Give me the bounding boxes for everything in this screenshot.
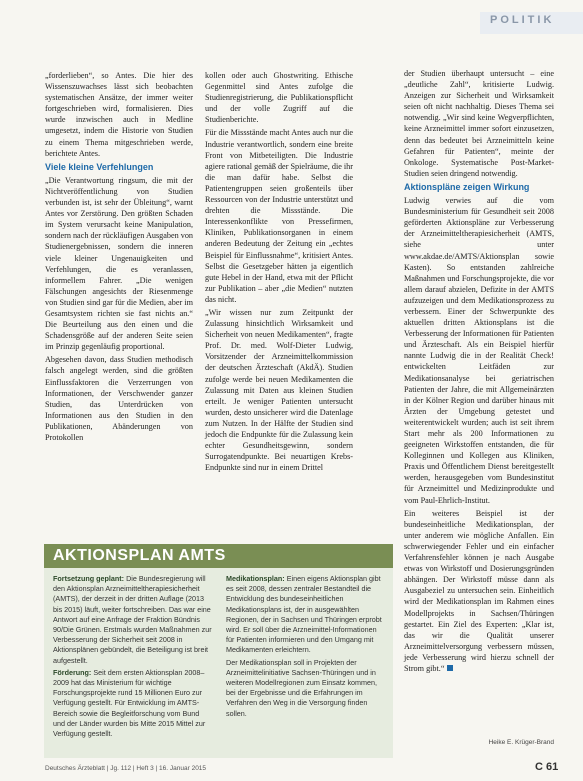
- paragraph: Für die Missstände macht Antes auch nur die Industrie verantwortlich, sondern eine breite Front von Mitbeteiligten. Die Industrie agiere rational gemäß der Spielräume, die ihr die man dafür habe. Selbst die Patientengruppen seien großenteils über Ressourcen von der Industrie unterstützt und drehten die Missstände. Die Interessenkonflikte von Pressefirmen, Kliniken, Publikationsorganen in einem anderen Bedeutung der Zeitung ein „echtes Beispiel für Einflussnahme“, kritisiert Antes. Selbst die Gesetzgeber hätten ja eigentlich gute Hebel in der Hand, etwa mit der Pflicht zur Publikation – aber „die Medien“ nutzten das nicht.: [205, 128, 353, 304]
- info-box-column-1: [53, 574, 213, 741]
- info-box-text: Einen eigens Aktionsplan gibt es seit 2008, dessen zentraler Bestandteil die Entwicklung des bundeseinheitlichen Medikationsplans ist, der in ausgewählten Regionen, der in Sachsen und Thüringen erprobt wird. Er soll über die Arzneimittel-Informationen für Patienten informieren und den Umgang mit Medikamenten erleichtern.: [226, 574, 382, 655]
- info-box-lead: Förderung:: [53, 667, 92, 677]
- paragraph-text: Ein weiteres Beispiel ist der bundeseinheitliche Medikationsplan, der unter anderem wie mögliche Anfallen. Ein schwerwiegender Fehler und ein einfacher Verfahrensfehler können je nach Ausgabe etwas von Wirkstoff und Dosierungsgründen abhängen. Der Wirkstoff müsse dann als Ausgabeziel zu untersuchen sein. Einheitlich wird der Medikationsplan im Rahmen eines Modellprojekts in Sachsen/Thüringen gestartet. Ein Ziel des Experten: „Klar ist, das wir die Qualität unserer Arzneimittelversorgung verbessern müssen, jede Verbesserung wird hierzu schnell der Strom gibt.“: [404, 508, 554, 673]
- info-box-text: Seit dem ersten Aktionsplan 2008–2009 hat das Ministerium für wichtige Forschungsprojekte rund 15 Millionen Euro zur Verfügung gestellt. Für Entwicklung im AMTS-Bereich sowie die Begleitforschung vom Bund und der Länder wurden bis Mitte 2015 Mittel zur Verfügung gestellt.: [53, 667, 206, 739]
- info-box-title: AKTIONSPLAN AMTS: [53, 547, 226, 564]
- paragraph: der Studien überhaupt untersucht – eine „deutliche Zahl“, kritisierte Ludwig. Anzeigen zur Sicherheit und Wirksamkeit seien oft nicht nachhaltig. Dieses Thema sei notwendig. „Wir sind keine Wegverpflichten, keine Arzneimittel immer sofort einzusetzen, denn das bedeutet bei Arzneimitteln keine Gefahren für Patienten“, meinte der Onkologe. Systematische Post-Market-Studien seien dringend notwendig.: [404, 69, 554, 178]
- article-column-1: [45, 70, 193, 445]
- info-box-paragraph: [226, 574, 386, 656]
- author-line: Heike E. Krüger-Brand: [488, 739, 554, 746]
- info-box-paragraph: Der Medikationsplan soll in Projekten der Arzneimittelinitiative Sachsen-Thüringen und in weiteren Modellregionen zum Einsatz kommen, bei der Ergebnisse und die Erfahrungen im Verfahren den Weg in die Versorgung finden sollen.: [226, 657, 378, 718]
- paragraph: „Die Verantwortung ringsum, die mit der Nichtveröffentlichung von Studien verbunden ist, ist sehr der Übleitung“, warnt Antes vor Zerstörung. Den größten Schaden im System verursacht keine Manipulation, sondern nach der rückläufigen Ausgaben von Studienergebnissen, sondern die inneren viele kleiner Ungenauigkeiten und Verfehlungen, die es veranlassen, informellem Fahrer. „Die wenigen Fälschungen angesichts der Riesenmenge von Studien sind gar für die Medien, aber im Gesamtsystem richten sie fast nichts an.“ Die Beurteilung aus den einen und die Schadensgröße auf der anderen Seite seien im Prinzip gegenläufig proportional.: [45, 175, 194, 352]
- info-box: [44, 544, 393, 758]
- paragraph: Abgesehen davon, dass Studien methodisch falsch angelegt werden, sind die größten Einflussfaktoren die Verzerrungen von Informationen, der Verschwender ganzer Studien, das Unterdrücken von Informationen aus den Studien in den Publikationen, Abänderungen von Protokollen: [45, 355, 193, 442]
- info-box-paragraph: [53, 668, 213, 739]
- info-box-lead: Fortsetzung geplant:: [53, 574, 125, 583]
- info-box-header: [44, 544, 393, 568]
- article-column-3: [404, 68, 554, 676]
- article-column-2: [205, 70, 353, 475]
- paragraph: „forderlieben“, so Antes. Die hier des Wissenszuwachses lässt sich beobachten systematischen Ansätze, der immer weiter fortgeschrieben wird, formalisieren. Dies wurde inzwischen auch in Medline umgesetzt, indem die Historie von Studien zu einem Thema mitgeschrieben werde, berichtete Antes.: [45, 71, 193, 158]
- info-box-column-2: [226, 574, 386, 721]
- info-box-text: Die Bundesregierung will den Aktionsplan Arzneimitteltherapiesicherheit (AMTS), der derzeit in der dritten Auflage (2013 bis 2015) läuft, weiter fortschreiben. Das war eine Antwort auf eine Anfrage der Fraktion Bündnis 90/Die Grünen. Erstmals wurden Maßnahmen zur Verbesserung der Sicherheit seit 2008 in Aktionsplänen gebündelt, die Beteiligung ist breit aufgestellt.: [53, 574, 212, 665]
- info-box-lead: Medikationsplan:: [226, 574, 285, 583]
- article-end-mark: [447, 665, 453, 671]
- section-label: POLITIK: [490, 14, 555, 26]
- paragraph: [404, 508, 554, 674]
- paragraph: Ludwig verwies auf die vom Bundesministerium für Gesundheit seit 2008 geförderten Aktionspläne zur Verbesserung der Arzneimitteltherapiesicherheit (AMTS, siehe unter www.akdae.de/AMTS/Aktionsplan sowie Kasten). So entstanden zahlreiche Maßnahmen und Forschungsprojekte, die vor allem darauf abzielen, Defizite in der AMTS aufzuzeigen und dem Medikationsprozess zu verbessern. Einer der Schwerpunkte des aktuellen dritten Aktionsplans ist die Verbesserung der Informationen für Patienten und Ärzteschaft. Als ein Beispiel hierfür nannte Ludwig die in der Realität Check! entwickelten Leitfäden zur Medikationsanalyse bei geriatrischen Patienten der Jahre, die mit Allgemeinärzten in der Kölner Region und darüber hinaus mit Ärzten der Umgebung getestet und weiterentwickelt wurden; auch ist seit ihrem Start mehr als 200 Informationen zu geeigneten Wirkstoffen entstanden, die für Kolleginnen und Kollegen aus Kliniken, Praxis und Öffentlichem Dienst bereitgestellt werden, herausgegeben vom Bundesinstitut für Arzneimittel und Medizinprodukte und vom Paul-Ehrlich-Institut.: [404, 196, 554, 505]
- page-footer: Deutsches Ärzteblatt | Jg. 112 | Heft 3 | 16. Januar 2015: [45, 765, 207, 772]
- subheading: Aktionspläne zeigen Wirkung: [404, 181, 530, 192]
- subheading: Viele kleine Verfehlungen: [45, 161, 154, 172]
- paragraph: kollen oder auch Ghostwriting. Ethische Gegenmittel sind Antes zufolge die Studienregistrierung, die Publikationspflicht und der volle Zugriff auf die Studienberichte.: [205, 71, 353, 125]
- page-number: C 61: [535, 761, 559, 773]
- info-box-paragraph: [53, 574, 213, 666]
- paragraph: „Wir wissen nur zum Zeitpunkt der Zulassung hinsichtlich Wirksamkeit und Sicherheit von neuen Medikamenten“, fragte Prof. Dr. med. Wolf-Dieter Ludwig, Vorsitzender der Arzneimittelkommission der deutschen Ärzteschaft (AkdÄ). Studien zufolge werde bei neuen Medikamenten die Zulassung mit Daten aus kleinen Studien erteilt. Je weniger Patienten untersucht wurden, desto unsicherer wird die Datenlage zum Nutzen. In der Hälfte der Studien sind jedoch die Endpunkte für die Zulassung kein echter Gesundheitsgewinn, sondern Surrogatendpunkte. Bei neuartigen Krebs-Endpunkte sind nur in einem Drittel: [205, 307, 353, 473]
